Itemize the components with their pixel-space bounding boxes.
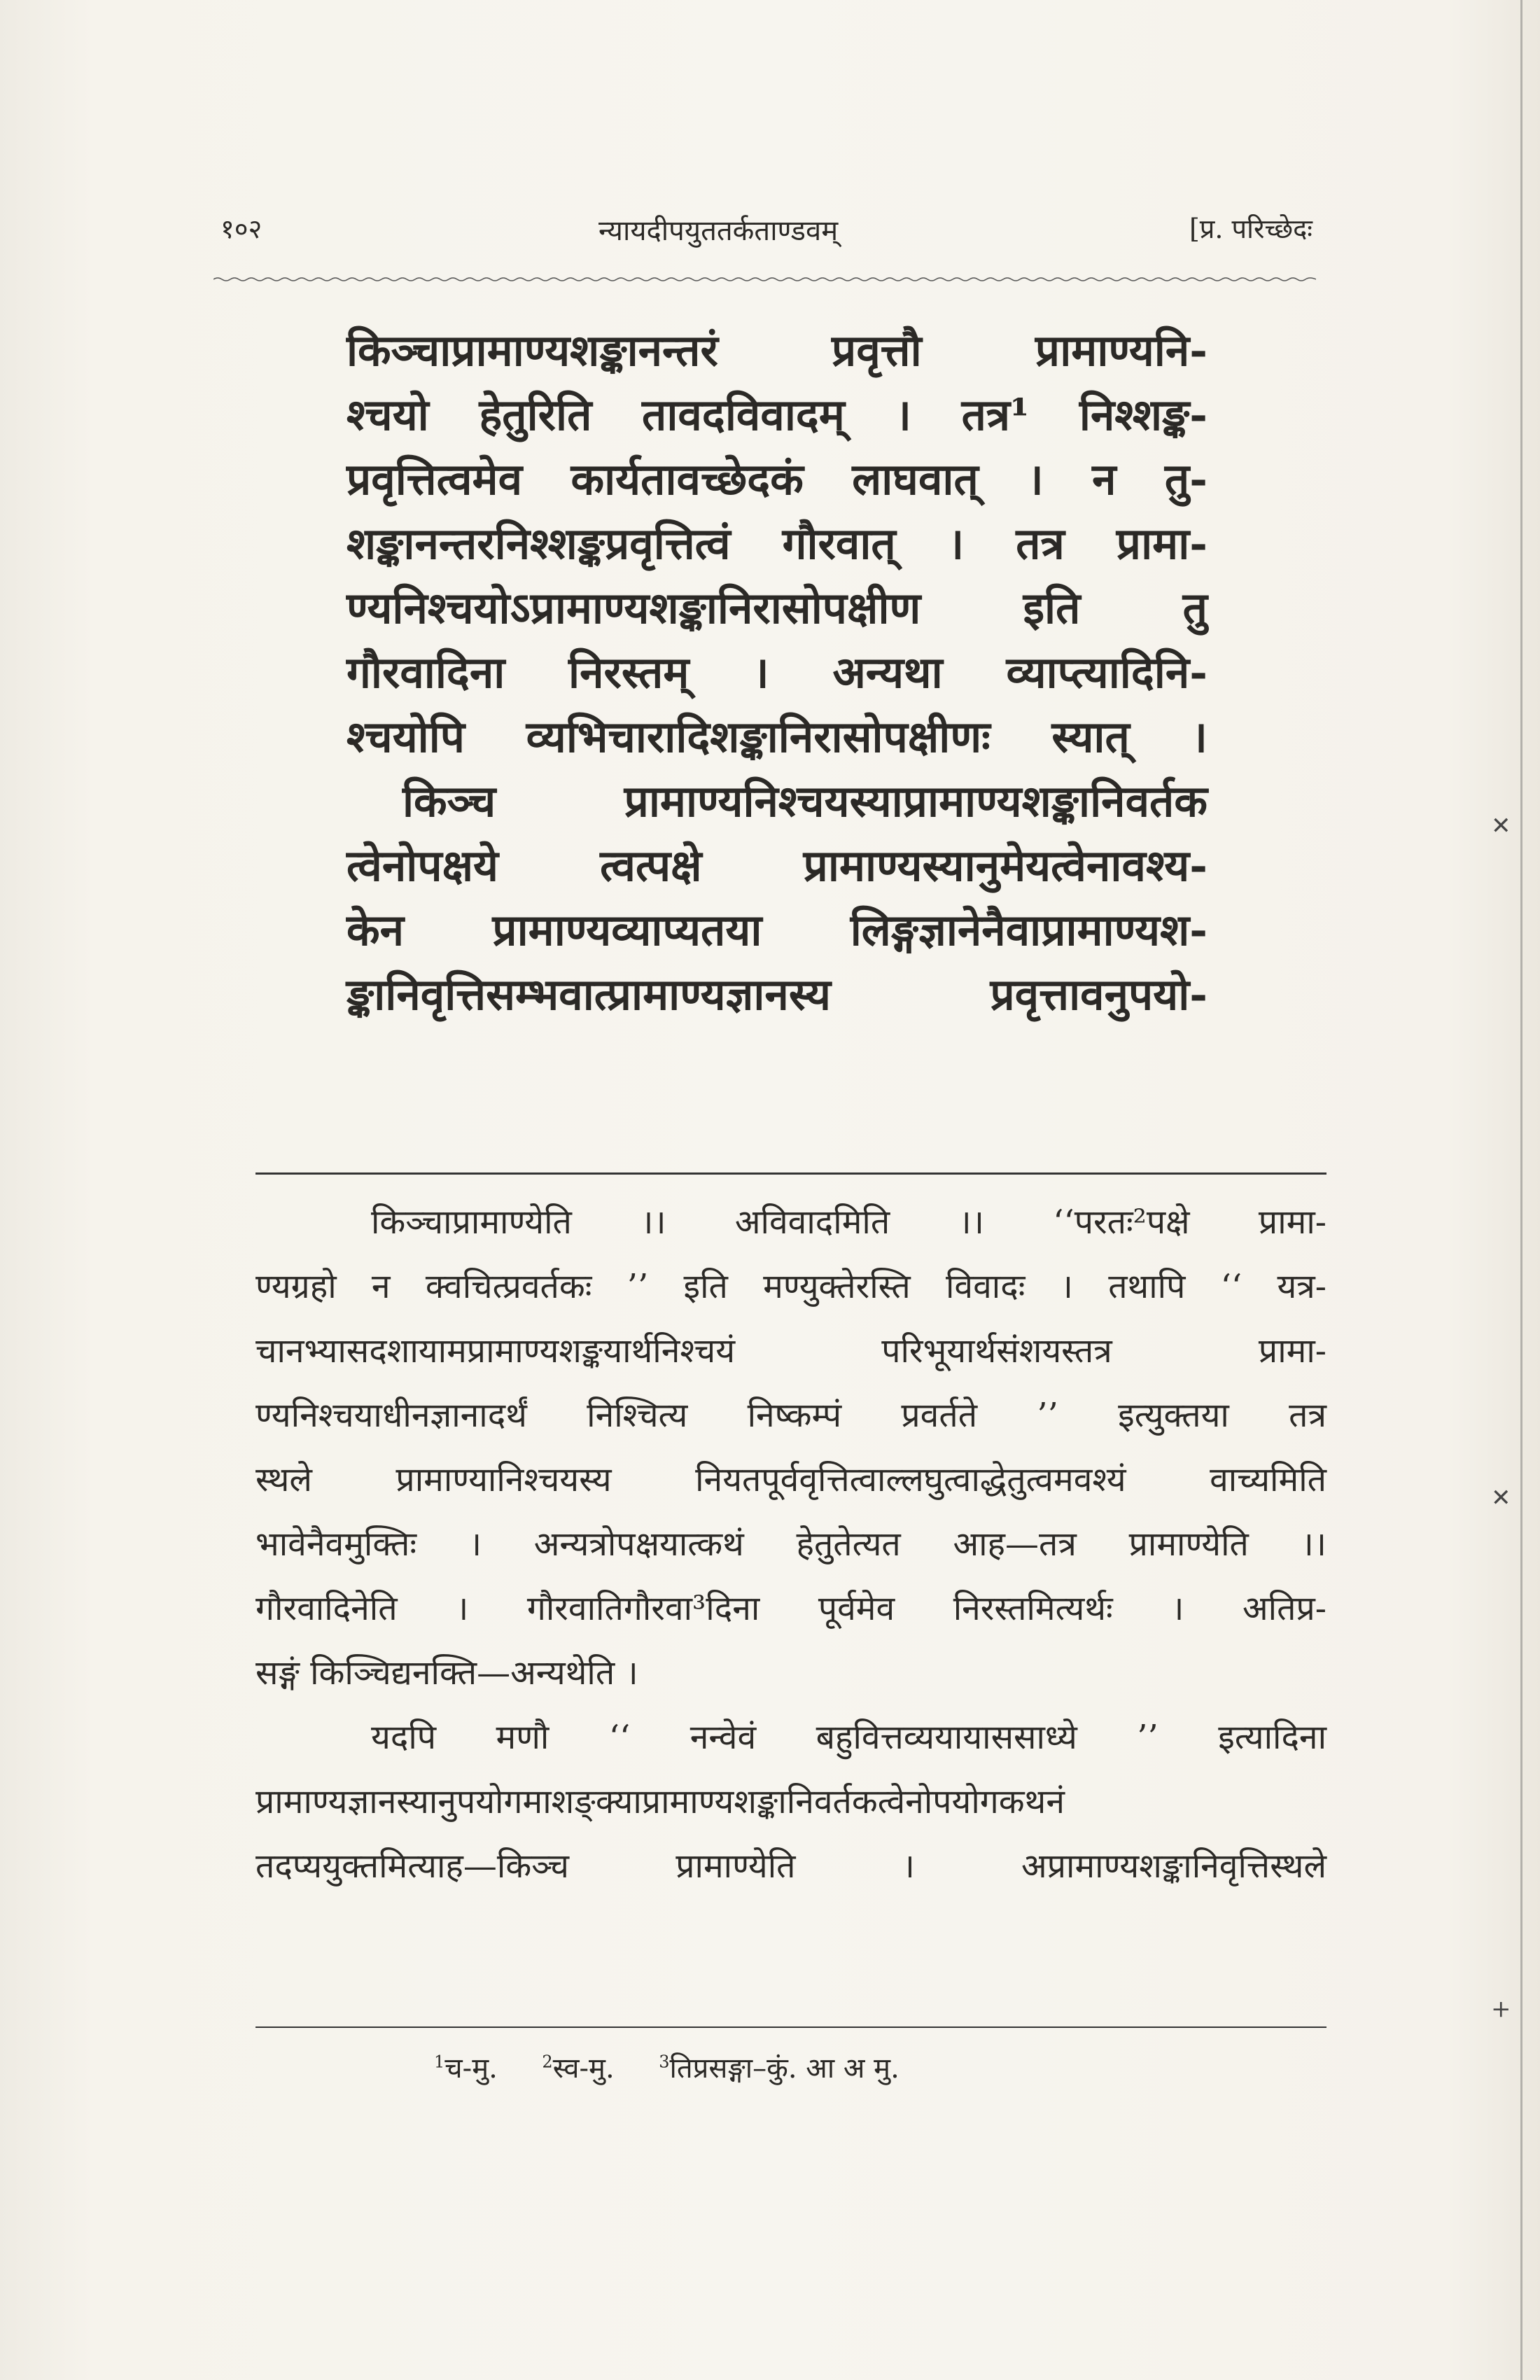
main-line: ङ्कानिवृत्तिसम्भवात्प्रामाण्यज्ञानस्य प्रवृत्तावनुपयो- — [346, 969, 1208, 1020]
footnote-text: च-मु. — [444, 2052, 498, 2085]
footnotes — [434, 2047, 899, 2086]
book-title: न्यायदीपयुततर्कताण्डवम् — [598, 215, 839, 247]
main-text — [346, 318, 1208, 1027]
commentary-line: यदपि मणौ ‘‘ नन्वेवं बहुवित्तव्ययायाससाध्ये ’’ इत्यादिना — [371, 1718, 1326, 1757]
main-line: गौरवादिना निरस्तम् । अन्यथा व्याप्त्यादिनि- — [346, 647, 1208, 698]
commentary-line: किञ्चाप्रामाण्येति ।। अविवादमिति ।। ‘‘परतः²पक्षे प्रामा- — [371, 1203, 1326, 1242]
page-number: १०२ — [220, 214, 262, 244]
footnote-number: 1 — [434, 2052, 445, 2072]
commentary-line: प्रामाण्यज्ञानस्यानुपयोगमाशङ्क्याप्रामाण्यशङ्कानिवर्तकत्वेनोपयोगकथनं — [255, 1782, 1065, 1821]
commentary-line: भावेनैवमुक्तिः । अन्यत्रोपक्षयात्कथं हेतुतेत्यत आह—तत्र प्रामाण्येति ।। — [255, 1525, 1326, 1564]
commentary-line: सङ्गं किञ्चिद्यनक्ति—अन्यथेति । — [255, 1653, 638, 1693]
header-wavy-rule — [214, 276, 1316, 282]
page-edge-line — [1520, 0, 1522, 2380]
footnote-text: स्व-मु. — [552, 2052, 615, 2085]
edge-mark-icon: ✕ — [1491, 1484, 1511, 1512]
commentary-line: चानभ्यासदशायामप्रामाण्यशङ्कयार्थनिश्चयं परिभूयार्थसंशयस्तत्र प्रामा- — [255, 1331, 1326, 1371]
main-line: ण्यनिश्चयोऽप्रामाण्यशङ्कानिरासोपक्षीण इति तु — [346, 582, 1208, 634]
commentary-line: ण्यनिश्चयाधीनज्ञानादर्थं निश्चित्य निष्कम्पं प्रवर्तते ’’ इत्युक्तया तत्र — [255, 1396, 1326, 1435]
main-line: शङ्कानन्तरनिश्शङ्कप्रवृत्तित्वं गौरवात् । तत्र प्रामा- — [346, 518, 1208, 569]
commentary-line: गौरवादिनेति । गौरवातिगौरवा³दिना पूर्वमेव निरस्तमित्यर्थः । अतिप्र- — [255, 1589, 1326, 1628]
commentary-line: तदप्ययुक्तमित्याह—किञ्च प्रामाण्येति । अप्रामाण्यशङ्कानिवृत्तिस्थले — [255, 1847, 1326, 1886]
main-line: श्चयोपि व्यभिचारादिशङ्कानिरासोपक्षीणः स्यात् । — [346, 711, 1208, 762]
edge-mark-icon: + — [1491, 1995, 1511, 2023]
main-line: श्चयो हेतुरिति तावदविवादम् । तत्र¹ निश्शङ्क- — [346, 389, 1208, 440]
footnote-number: 3 — [659, 2052, 670, 2072]
main-line: प्रवृत्तित्वमेव कार्यतावच्छेदकं लाघवात् । न तु- — [346, 454, 1208, 505]
commentary-text — [255, 1190, 1326, 1898]
commentary-line: स्थले प्रामाण्यानिश्चयस्य नियतपूर्ववृत्तित्वाल्लघुत्वाद्धेतुत्वमवश्यं वाच्यमिति — [255, 1460, 1326, 1499]
main-line: त्वेनोपक्षये त्वत्पक्षे प्रामाण्यस्यानुमेयत्वेनावश्य- — [346, 840, 1208, 891]
footnote-number: 2 — [542, 2052, 553, 2072]
edge-mark-icon: ✕ — [1491, 812, 1511, 840]
section-label: [प्र. परिच्छेदः — [1189, 214, 1312, 244]
running-header — [220, 210, 1312, 252]
text-commentary-divider — [255, 1172, 1326, 1175]
footnote-divider — [255, 2026, 1326, 2028]
main-line: किञ्चाप्रामाण्यशङ्कानन्तरं प्रवृत्तौ प्रामाण्यनि- — [346, 325, 1208, 376]
main-line: किञ्च प्रामाण्यनिश्चयस्याप्रामाण्यशङ्कानिवर्तक — [402, 776, 1208, 827]
main-line: केन प्रामाण्यव्याप्यतया लिङ्गज्ञानेनैवाप्रामाण्यश- — [346, 904, 1208, 955]
footnote-text: तिप्रसङ्गा–कुं. आ अ मु. — [669, 2052, 899, 2085]
commentary-line: ण्यग्रहो न क्वचित्प्रवर्तकः ’’ इति मण्युक्तेरस्ति विवादः । तथापि ‘‘ यत्र- — [255, 1267, 1326, 1306]
